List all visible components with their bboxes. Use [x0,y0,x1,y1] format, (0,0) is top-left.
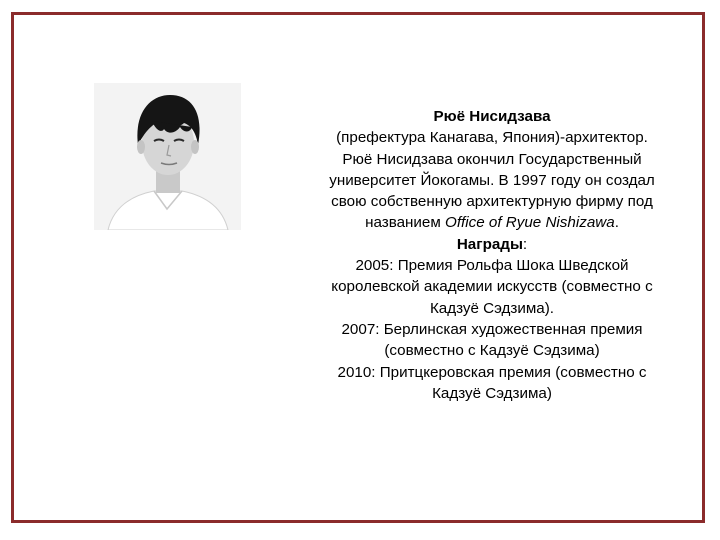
award-line: 2007: Берлинская художественная премия [341,320,643,338]
person-name: Рюё Нисидзава [433,108,551,125]
bio-line: свою собственную архитектурную фирму под [331,193,653,211]
portrait-icon [94,83,241,230]
award-line: королевской академии искусств (совместно с [331,278,653,296]
bio-text: названием [365,214,446,232]
bio-line: Рюё Нисидзава окончил Государственный [342,150,642,168]
bio-line [288,212,696,233]
award-line: (совместно с Кадзуё Сэдзима) [384,342,600,360]
awards-label: Награды [456,235,523,253]
bio-text: . [614,214,619,232]
award-line: Кадзуё Сэдзима) [432,384,552,402]
award-line: Кадзуё Сэдзима). [429,299,555,317]
portrait-photo [94,83,241,230]
biography-text [288,106,696,404]
firm-name: Office of Ryue Nishizawa [445,214,615,232]
bio-line: университет Йокогамы. В 1997 году он создал [329,171,655,189]
award-line: 2005: Премия Рольфа Шока Шведской [355,257,629,275]
awards-heading [288,234,696,255]
award-line: 2010: Притцкеровская премия (совместно с [337,363,647,381]
awards-colon: : [522,235,528,253]
bio-line: (префектура Канагава, Япония)-архитектор. [336,129,648,147]
